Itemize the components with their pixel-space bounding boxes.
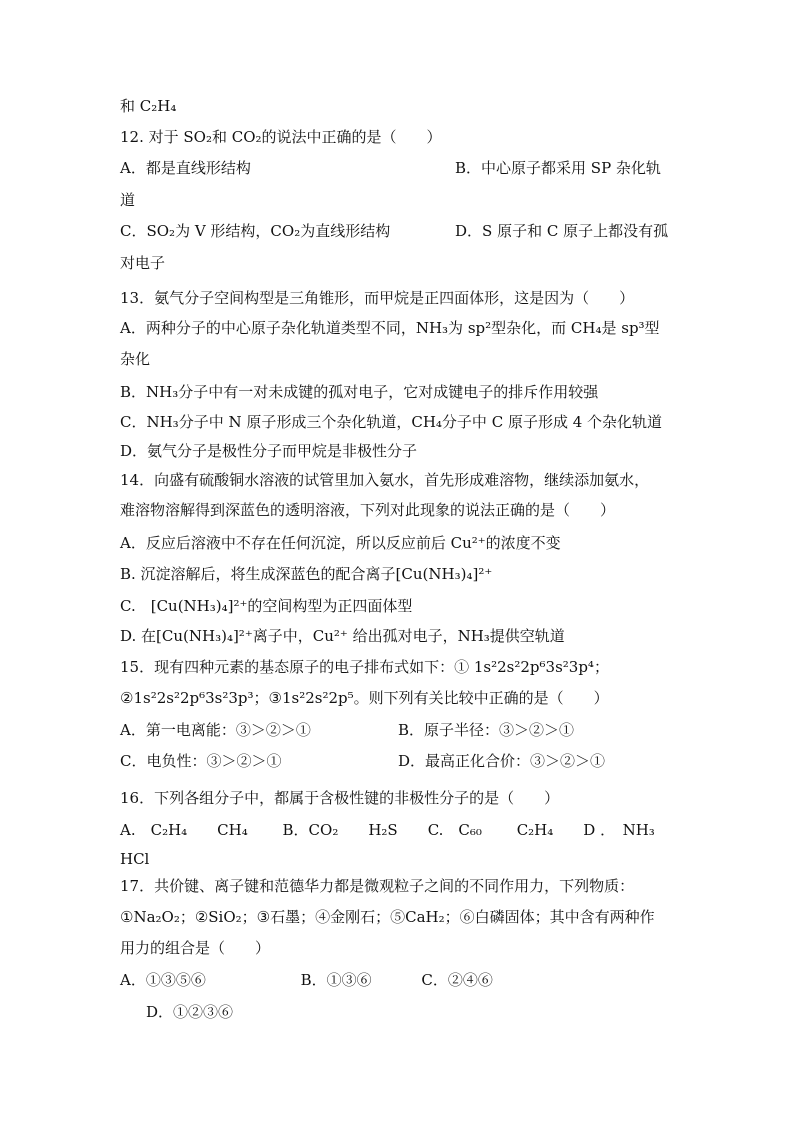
text-line: 和 C₂H₄: [120, 97, 177, 115]
option-12c: C．SO₂为 V 形结构，CO₂为直线形结构: [120, 222, 391, 240]
options-16: A. C₂H₄ CH₄ B．CO₂ H₂S C. C₆₀ C₂H₄ D ． NH₃: [120, 821, 655, 839]
text-line: 对电子: [120, 254, 166, 272]
option-12a: A．都是直线形结构: [120, 159, 251, 177]
text-line: HCl: [120, 850, 150, 868]
question-13: 13．氨气分子空间构型是三角锥形，而甲烷是正四面体形，这是因为（ ）: [120, 289, 635, 307]
question-16: 16．下列各组分子中，都属于含极性键的非极性分子的是（ ）: [120, 789, 560, 807]
text-line: 用力的组合是（ ）: [120, 939, 271, 957]
option-17d: D．①②③⑥: [146, 1003, 234, 1021]
text-line: 道: [120, 191, 136, 209]
option-13a: A．两种分子的中心原子杂化轨道类型不同，NH₃为 sp²型杂化，而 CH₄是 sp³型: [120, 319, 660, 337]
option-13c: C．NH₃分子中 N 原子形成三个杂化轨道，CH₄分子中 C 原子形成 4 个杂化轨道: [120, 413, 663, 431]
option-15b: B．原子半径：③＞②＞①: [398, 721, 575, 739]
question-12: 12. 对于 SO₂和 CO₂的说法中正确的是（ ）: [120, 128, 442, 146]
option-13d: D．氨气分子是极性分子而甲烷是非极性分子: [120, 442, 418, 460]
text-line: 难溶物溶解得到深蓝色的透明溶液，下列对此现象的说法正确的是（ ）: [120, 501, 616, 519]
option-14c: C. [Cu(NH₃)₄]²⁺的空间构型为正四面体型: [120, 597, 413, 615]
option-14a: A．反应后溶液中不存在任何沉淀，所以反应前后 Cu²⁺的浓度不变: [120, 534, 561, 552]
option-12b: B．中心原子都采用 SP 杂化轨: [455, 159, 661, 177]
question-15: 15．现有四种元素的基态原子的电子排布式如下：① 1s²2s²2p⁶3s²3p⁴；: [120, 658, 609, 676]
option-14d: D. 在[Cu(NH₃)₄]²⁺离子中，Cu²⁺ 给出孤对电子，NH₃提供空轨道: [120, 627, 565, 645]
option-12d: D．S 原子和 C 原子上都没有孤: [455, 222, 669, 240]
question-14: 14．向盛有硫酸铜水溶液的试管里加入氨水，首先形成难溶物，继续添加氨水，: [120, 471, 650, 489]
option-14b: B. 沉淀溶解后，将生成深蓝色的配合离子[Cu(NH₃)₄]²⁺: [120, 565, 493, 583]
text-line: 杂化: [120, 350, 151, 368]
option-13b: B．NH₃分子中有一对未成键的孤对电子，它对成键电子的排斥作用较强: [120, 383, 599, 401]
text-line: ②1s²2s²2p⁶3s²3p³；③1s²2s²2p⁵。则下列有关比较中正确的是（ ）: [120, 689, 609, 707]
options-17abc: A．①③⑤⑥ B．①③⑥ C．②④⑥: [120, 971, 493, 989]
text-line: ①Na₂O₂；②SiO₂；③石墨；④金刚石；⑤CaH₂；⑥白磷固体；其中含有两种作: [120, 908, 655, 926]
option-15c: C．电负性：③＞②＞①: [120, 752, 282, 770]
option-15d: D．最高正化合价：③＞②＞①: [398, 752, 606, 770]
question-17: 17．共价键、离子键和范德华力都是微观粒子之间的不同作用力，下列物质：: [120, 877, 635, 895]
option-15a: A．第一电离能：③＞②＞①: [120, 721, 311, 739]
